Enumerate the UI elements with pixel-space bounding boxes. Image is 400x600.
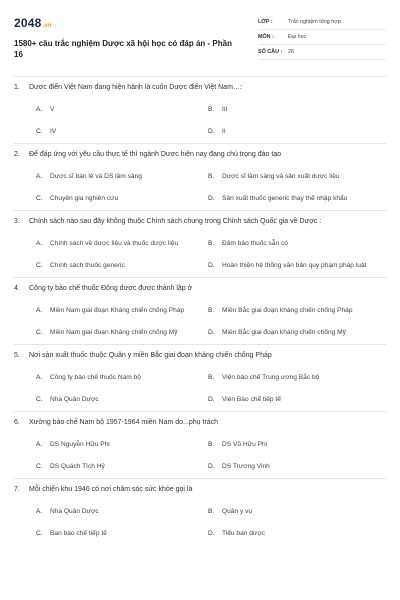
- answer-options: [14, 233, 386, 277]
- logo-number: 2048: [14, 16, 42, 30]
- option-text: Miền Bắc giai đoạn kháng chiến chống Pháp: [222, 307, 353, 314]
- site-logo[interactable]: [14, 16, 239, 30]
- option-text: Ban bào chế tiếp tế: [50, 530, 107, 537]
- answer-option[interactable]: [208, 523, 380, 545]
- answer-option[interactable]: [36, 188, 208, 210]
- option-text: V: [50, 106, 55, 113]
- question-label: Dược điển Việt Nam đang hiện hành là cuốn Dược điển Việt Nam…:: [29, 84, 242, 91]
- question-text: [14, 278, 386, 294]
- meta-row-class: [258, 15, 386, 30]
- option-letter: C.: [36, 530, 43, 537]
- option-text: Quân y vụ: [222, 508, 253, 515]
- answer-option[interactable]: [208, 121, 380, 143]
- answer-option[interactable]: [208, 501, 380, 523]
- answer-option[interactable]: [208, 322, 380, 344]
- option-letter: B.: [208, 173, 215, 180]
- option-text: Hoàn thiện hệ thống văn bản quy phạm pháp luật: [222, 262, 367, 269]
- question-label: Chính sách nào sau đây không thuộc Chính sách chung trong Chính sách Quốc gia về Dược :: [29, 218, 322, 225]
- option-text: Chính sách về dược liệu và thuốc dược liệu: [50, 240, 179, 247]
- option-letter: D.: [208, 329, 215, 336]
- answer-option[interactable]: [36, 501, 208, 523]
- answer-options: [14, 501, 386, 545]
- option-text: IV: [50, 128, 57, 135]
- option-letter: A.: [36, 173, 43, 180]
- answer-options: [14, 300, 386, 344]
- answer-option[interactable]: [208, 434, 380, 456]
- option-letter: A.: [36, 106, 43, 113]
- answer-option[interactable]: [208, 255, 380, 277]
- option-text: Chuyên gia nghiên cứu: [50, 195, 119, 202]
- answer-option[interactable]: [36, 322, 208, 344]
- meta-key: SỐ CÂU :: [258, 49, 283, 55]
- option-letter: B.: [208, 508, 215, 515]
- answer-options: [14, 99, 386, 143]
- question-text: [14, 211, 386, 227]
- option-letter: C.: [36, 396, 43, 403]
- answer-option[interactable]: [208, 367, 380, 389]
- meta-key: MÔN :: [258, 34, 274, 40]
- answer-option[interactable]: [36, 367, 208, 389]
- option-text: Dược sĩ lâm sàng và sản xuất dược liệu: [222, 173, 340, 180]
- option-letter: C.: [36, 329, 43, 336]
- option-letter: D.: [208, 396, 215, 403]
- option-text: Nha Quân Dược: [50, 508, 99, 515]
- option-text: III: [222, 106, 228, 113]
- question-block: [14, 76, 386, 143]
- question-text: [14, 144, 386, 160]
- option-letter: D.: [208, 195, 215, 202]
- option-text: Công ty bào chế thuốc Nam bộ: [50, 374, 141, 381]
- meta-value: Trắc nghiệm tổng hợp: [288, 19, 341, 25]
- logo-suffix: .vn: [42, 23, 52, 29]
- option-letter: A.: [36, 508, 43, 515]
- answer-options: [14, 367, 386, 411]
- question-text: [14, 77, 386, 93]
- meta-value: 26: [288, 49, 294, 55]
- question-block: [14, 210, 386, 277]
- option-letter: D.: [208, 463, 215, 470]
- option-letter: B.: [208, 106, 215, 113]
- answer-option[interactable]: [208, 300, 380, 322]
- question-block: [14, 478, 386, 545]
- option-text: Tiểu ban dược: [222, 530, 265, 537]
- option-letter: A.: [36, 441, 43, 448]
- question-number: 1.: [14, 84, 20, 91]
- answer-option[interactable]: [36, 523, 208, 545]
- option-letter: B.: [208, 307, 215, 314]
- meta-row-count: [258, 45, 386, 60]
- option-text: II: [222, 128, 226, 135]
- question-number: 5.: [14, 352, 20, 359]
- answer-option[interactable]: [208, 456, 380, 478]
- answer-option[interactable]: [208, 188, 380, 210]
- answer-option[interactable]: [36, 434, 208, 456]
- answer-option[interactable]: [208, 233, 380, 255]
- answer-option[interactable]: [36, 121, 208, 143]
- option-text: Miền Nam giai đoạn Kháng chiến chống Mỹ: [50, 329, 178, 336]
- question-text: [14, 412, 386, 428]
- option-letter: D.: [208, 262, 215, 269]
- option-letter: A.: [36, 374, 43, 381]
- option-text: DS Trương Vinh: [222, 463, 270, 470]
- answer-options: [14, 434, 386, 478]
- answer-option[interactable]: [208, 99, 380, 121]
- question-block: [14, 277, 386, 344]
- option-text: Viện Bào chế tiếp tế: [222, 396, 281, 403]
- question-list: [14, 76, 386, 545]
- option-text: Đảm bảo thuốc sẵn có: [222, 240, 288, 247]
- question-number: 3.: [14, 218, 20, 225]
- question-label: Để đáp ứng với yêu cầu thực tế thì ngành Dược hiện nay đang chú trọng đào tạo: [29, 151, 282, 158]
- question-number: 6.: [14, 419, 20, 426]
- option-text: Viện bào chế Trung ương Bắc bộ: [222, 374, 320, 381]
- question-label: Công ty bào chế thuốc Đông dược được thành lập ở: [29, 285, 193, 292]
- option-letter: C.: [36, 195, 43, 202]
- answer-options: [14, 166, 386, 210]
- answer-option[interactable]: [36, 233, 208, 255]
- option-text: Sản xuất thuốc generic thay thế nhập khẩu: [222, 195, 348, 202]
- option-letter: A.: [36, 307, 43, 314]
- question-label: Xưởng bào chế Nam bộ 1957-1964 miền Nam do...phụ trách: [29, 419, 219, 426]
- question-number: 7.: [14, 486, 20, 493]
- header: [14, 0, 386, 74]
- option-text: Chính sách thuốc generic: [50, 262, 125, 269]
- option-letter: C.: [36, 128, 43, 135]
- meta-panel: [258, 15, 386, 74]
- question-block: [14, 411, 386, 478]
- question-block: [14, 143, 386, 210]
- answer-option[interactable]: [36, 255, 208, 277]
- option-letter: A.: [36, 240, 43, 247]
- question-label: Nơi sản xuất thuốc thuộc Quân y miền Bắc giai đoạn kháng chiến chống Pháp: [29, 352, 272, 359]
- option-letter: B.: [208, 240, 215, 247]
- option-text: DS Quách Tích Hỷ: [50, 463, 105, 470]
- option-letter: C.: [36, 463, 43, 470]
- option-text: Miền Nam giai đoạn Kháng chiến chống Pháp: [50, 307, 185, 314]
- answer-option[interactable]: [36, 99, 208, 121]
- question-label: Mỗi chiến khu 1946 có nơi chăm sóc sức khỏe gọi là: [29, 486, 193, 493]
- answer-option[interactable]: [36, 456, 208, 478]
- option-letter: B.: [208, 441, 215, 448]
- answer-option[interactable]: [36, 166, 208, 188]
- meta-row-subject: [258, 30, 386, 45]
- option-text: Dược sĩ bán lẻ và DS lâm sàng: [50, 173, 142, 180]
- question-text: [14, 345, 386, 361]
- answer-option[interactable]: [208, 166, 380, 188]
- header-left: [14, 16, 239, 74]
- option-letter: C.: [36, 262, 43, 269]
- answer-option[interactable]: [208, 389, 380, 411]
- option-letter: B.: [208, 374, 215, 381]
- meta-key: LỚP :: [258, 19, 273, 25]
- question-number: 2.: [14, 151, 20, 158]
- option-letter: D.: [208, 128, 215, 135]
- answer-option[interactable]: [36, 389, 208, 411]
- answer-option[interactable]: [36, 300, 208, 322]
- page-title: 1580+ câu trắc nghiệm Dược xã hội học có đáp án - Phần 16: [14, 39, 232, 59]
- question-number: 4.: [14, 285, 20, 292]
- option-text: Miền Bắc giai đoạn kháng chiến chống Mỹ: [222, 329, 346, 336]
- question-text: [14, 479, 386, 495]
- meta-value: Đại học: [288, 34, 307, 40]
- question-block: [14, 344, 386, 411]
- option-text: DS Nguyễn Hữu Phi: [50, 441, 110, 448]
- option-letter: D.: [208, 530, 215, 537]
- option-text: DS Võ Hữu Phi: [222, 441, 268, 448]
- option-text: Nha Quân Dược: [50, 396, 99, 403]
